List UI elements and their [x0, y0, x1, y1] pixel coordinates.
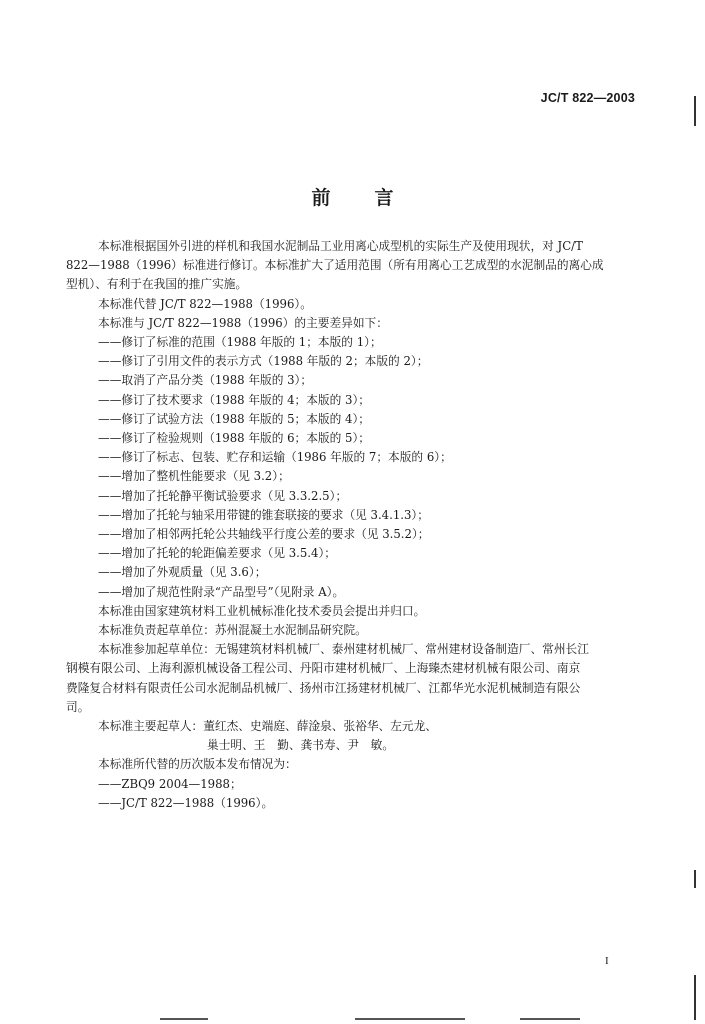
lead-drafter-unit: 本标准负责起草单位：苏州混凝土水泥制品研究院。: [98, 623, 367, 638]
change-item: ——修订了技术要求（1988 年版的 4；本版的 3）；: [98, 392, 370, 407]
participants-line-4: 司。: [66, 699, 90, 714]
title-char-2: 言: [374, 187, 394, 209]
drafters-line-2: 巢士明、王 勤、龚书寿、尹 敏。: [207, 738, 395, 753]
intro-line-2: 822—1988（1996）标准进行修订。本标准扩大了适用范围（所有用离心工艺成型的水泥制品的离心成: [66, 258, 604, 273]
page-number: I: [605, 955, 609, 967]
scan-edge-mark: [694, 96, 696, 126]
change-item: ——增加了托轮静平衡试验要求（见 3.3.2.5）；: [98, 488, 348, 503]
standard-code: JC/T 822—2003: [540, 91, 635, 105]
intro-line-1: 本标准根据国外引进的样机和我国水泥制品工业用离心成型机的实际生产及使用现状，对 JC/T: [98, 239, 583, 253]
change-item: ——修订了标准的范围（1988 年版的 1；本版的 1）；: [98, 335, 382, 350]
differences-intro: 本标准与 JC/T 822—1988（1996）的主要差异如下：: [98, 315, 388, 330]
change-item: ——增加了相邻两托轮公共轴线平行度公差的要求（见 3.5.2）；: [98, 527, 430, 542]
scan-bottom-mark: [160, 1018, 208, 1020]
change-item: ——修订了引用文件的表示方式（1988 年版的 2；本版的 2）；: [98, 354, 429, 369]
scan-bottom-mark: [355, 1018, 465, 1020]
replaces-statement: 本标准代替 JC/T 822—1988（1996）。: [98, 296, 312, 311]
scan-edge-mark: [694, 870, 696, 888]
change-item: ——取消了产品分类（1988 年版的 3）；: [98, 373, 313, 388]
history-item: ——ZBQ9 2004—1988；: [98, 776, 242, 791]
history-intro: 本标准所代替的历次版本发布情况为：: [98, 757, 297, 772]
foreword-body: [66, 237, 638, 813]
title-char-1: 前: [311, 187, 331, 209]
participants-line-3: 费隆复合材料有限责任公司水泥制品机械厂、扬州市江扬建材机械厂、江都华光水泥机械制造有限公: [66, 680, 581, 695]
change-item: ——增加了规范性附录“产品型号”（见附录 A）。: [98, 584, 345, 599]
page-title: [0, 183, 705, 210]
drafters-line-1: 本标准主要起草人：董红杰、史端庭、薛淦泉、张裕华、左元龙、: [98, 719, 437, 734]
scan-edge-mark: [694, 975, 696, 1020]
change-item: ——增加了整机性能要求（见 3.2）；: [98, 469, 290, 484]
change-item: ——增加了外观质量（见 3.6）；: [98, 565, 267, 580]
participants-line-2: 钢模有限公司、上海利源机械设备工程公司、丹阳市建材机械厂、上海臻杰建材机械有限公司、南京: [66, 661, 581, 676]
change-item: ——增加了托轮与轴采用带键的锥套联接的要求（见 3.4.1.3）；: [98, 507, 429, 522]
proposer-statement: 本标准由国家建筑材料工业机械标准化技术委员会提出并归口。: [98, 603, 426, 618]
change-item: ——修订了检验规则（1988 年版的 6；本版的 5）；: [98, 431, 370, 446]
change-item: ——修订了试验方法（1988 年版的 5；本版的 4）；: [98, 411, 370, 426]
change-item: ——修订了标志、包装、贮存和运输（1986 年版的 7；本版的 6）；: [98, 450, 452, 465]
scan-bottom-mark: [520, 1018, 580, 1020]
intro-line-3: 型机）、有利于在我国的推广实施。: [66, 277, 248, 292]
history-item: ——JC/T 822—1988（1996）。: [98, 795, 274, 810]
participants-line-1: 本标准参加起草单位：无锡建筑材料机械厂、泰州建材机械厂、常州建材设备制造厂、常州长江: [98, 642, 589, 657]
change-item: ——增加了托轮的轮距偏差要求（见 3.5.4）；: [98, 546, 336, 561]
